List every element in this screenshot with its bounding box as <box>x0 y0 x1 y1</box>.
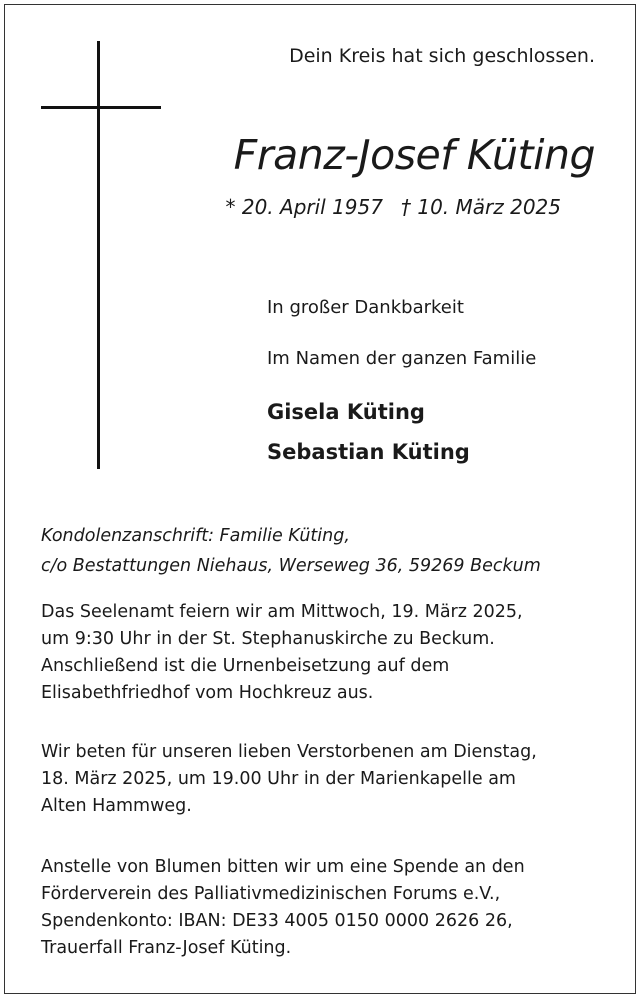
mourner-name: Gisela Küting <box>267 400 425 424</box>
obituary-frame <box>4 4 636 994</box>
service-line: Elisabethfriedhof vom Hochkreuz aus. <box>41 683 374 703</box>
service-paragraph <box>41 599 523 707</box>
prayer-line: 18. März 2025, um 19.00 Uhr in der Marienkapelle am <box>41 769 516 789</box>
service-line: Das Seelenamt feiern wir am Mittwoch, 19. März 2025, <box>41 602 523 622</box>
mourner-name: Sebastian Küting <box>267 440 470 464</box>
life-dates <box>225 195 561 219</box>
prayer-line: Wir beten für unseren lieben Verstorbenen am Dienstag, <box>41 742 537 762</box>
deceased-name: Franz-Josef Küting <box>233 131 595 179</box>
donation-line: Spendenkonto: IBAN: DE33 4005 0150 0000 2626 26, <box>41 911 513 931</box>
donation-paragraph <box>41 854 525 962</box>
thanks-line: In großer Dankbarkeit <box>267 297 464 318</box>
donation-line: Anstelle von Blumen bitten wir um eine Spende an den <box>41 857 525 877</box>
service-line: um 9:30 Uhr in der St. Stephanuskirche zu Beckum. <box>41 629 495 649</box>
prayer-paragraph <box>41 739 537 820</box>
family-line: Im Namen der ganzen Familie <box>267 348 537 369</box>
birth-date: * 20. April 1957 <box>225 195 383 219</box>
condolence-line: Kondolenzanschrift: Familie Küting, <box>41 526 350 546</box>
donation-line: Förderverein des Palliativmedizinischen Forums e.V., <box>41 884 501 904</box>
prayer-line: Alten Hammweg. <box>41 796 192 816</box>
donation-line: Trauerfall Franz-Josef Küting. <box>41 938 292 958</box>
condolence-line: c/o Bestattungen Niehaus, Werseweg 36, 59269 Beckum <box>41 556 541 576</box>
death-date: † 10. März 2025 <box>400 195 561 219</box>
motto: Dein Kreis hat sich geschlossen. <box>289 45 595 67</box>
condolence-address <box>41 521 541 581</box>
cross-horizontal-bar <box>41 106 161 109</box>
service-line: Anschließend ist die Urnenbeisetzung auf dem <box>41 656 450 676</box>
